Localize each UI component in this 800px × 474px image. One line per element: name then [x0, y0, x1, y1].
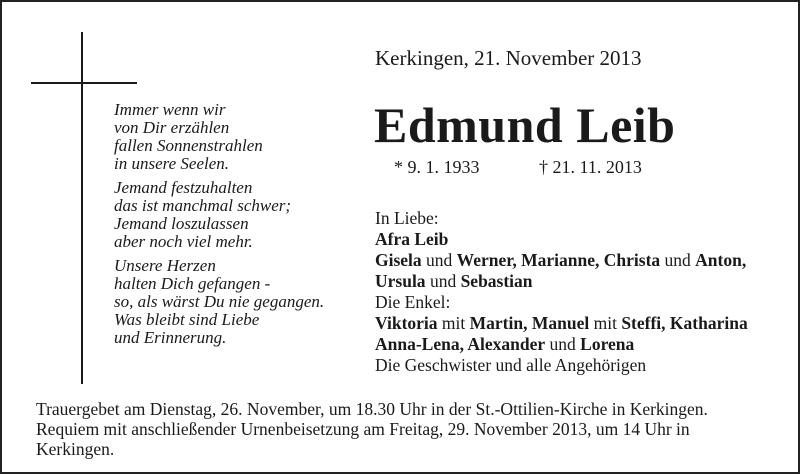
child-name: Gisela: [375, 250, 422, 270]
child-name: Anton,: [695, 250, 747, 270]
poem-line: Was bleibt sind Liebe: [114, 310, 260, 329]
mourners-intro: In Liebe:: [375, 208, 439, 228]
children-line: [375, 271, 748, 292]
place-date: Kerkingen, 21. November 2013: [375, 46, 642, 70]
spouse-name: Afra Leib: [375, 229, 449, 249]
service-line: Kerkingen.: [36, 439, 115, 459]
poem-line: Unsere Herzen: [114, 256, 216, 275]
grandchildren-intro: Die Enkel:: [375, 292, 451, 312]
grandchild-name: Steffi, Katharina: [621, 313, 748, 333]
poem-line: von Dir erzählen: [114, 118, 230, 137]
connector: und: [425, 271, 461, 291]
poem-line: aber noch viel mehr.: [114, 232, 253, 251]
death-date: † 21. 11. 2013: [539, 157, 642, 177]
grandchild-name: Viktoria: [375, 313, 438, 333]
poem-line: das ist manchmal schwer;: [114, 196, 292, 215]
poem-line: Jemand loszulassen: [114, 214, 249, 233]
birth-date: * 9. 1. 1933: [394, 157, 480, 177]
poem-stanza: [114, 179, 324, 251]
cross-icon: [81, 32, 83, 384]
grandchildren-line: [375, 313, 748, 334]
grandchild-name: Martin, Manuel: [469, 313, 590, 333]
poem-line: so, als wärst Du nie gegangen.: [114, 292, 325, 311]
child-name: Ursula: [375, 271, 426, 291]
connector: mit: [589, 313, 622, 333]
poem-line: Jemand festzuhalten: [114, 178, 253, 197]
poem-stanza: [114, 101, 324, 173]
poem: [114, 101, 324, 353]
connector: und: [421, 250, 457, 270]
service-line: Requiem mit anschließender Urnenbeisetzung am Freitag, 29. November 2013, um 14 Uhr in: [36, 419, 690, 439]
child-name: Sebastian: [460, 271, 533, 291]
poem-line: fallen Sonnenstrahlen: [114, 136, 263, 155]
poem-stanza: [114, 257, 324, 347]
children-line: [375, 250, 748, 271]
mourners-list: [375, 208, 748, 376]
deceased-name: Edmund Leib: [374, 97, 676, 153]
child-name: Werner, Marianne, Christa: [456, 250, 661, 270]
poem-line: halten Dich gefangen -: [114, 274, 271, 293]
service-info: [36, 399, 708, 459]
grandchildren-line: [375, 334, 748, 355]
connector: und: [545, 334, 581, 354]
grandchild-name: Anna-Lena, Alexander: [375, 334, 546, 354]
cross-icon-bar: [31, 82, 137, 84]
poem-line: und Erinnerung.: [114, 328, 227, 347]
service-line: Trauergebet am Dienstag, 26. November, um 18.30 Uhr in der St.-Ottilien-Kirche in Kerkingen.: [36, 399, 708, 419]
poem-line: Immer wenn wir: [114, 100, 226, 119]
connector: und: [660, 250, 696, 270]
poem-line: in unsere Seelen.: [114, 154, 230, 173]
grandchild-name: Lorena: [580, 334, 635, 354]
siblings-line: Die Geschwister und alle Angehörigen: [375, 355, 647, 375]
connector: mit: [437, 313, 470, 333]
